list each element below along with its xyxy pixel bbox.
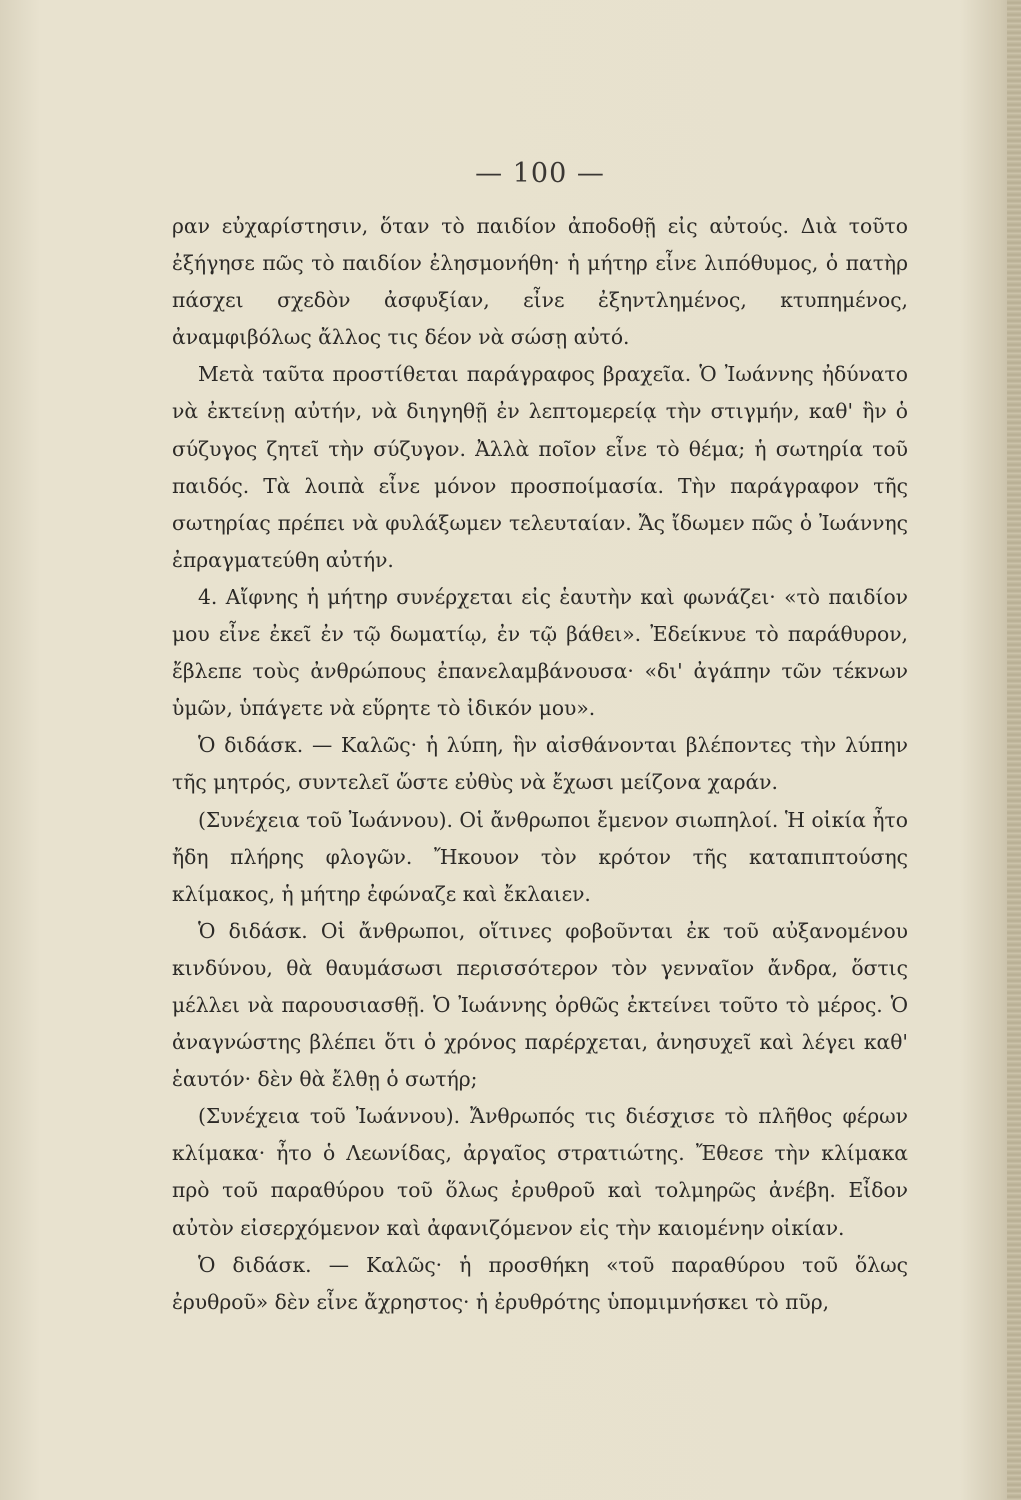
body-text xyxy=(172,208,908,1321)
paragraph-6: Ὁ διδάσκ. Οἱ ἄνθρωποι, οἵτινες φοβοῦνται ἐκ τοῦ αὐξανομένου κινδύνου, θὰ θαυμάσωσι περισσότερον τὸν γενναῖον ἄνδρα, ὅστις μέλλει νὰ παρουσιασθῇ. Ὁ Ἰωάννης ὀρθῶς ἐκτείνει τοῦτο τὸ μέρος. Ὁ ἀναγνώστης βλέπει ὅτι ὁ χρόνος παρέρχεται, ἀνησυχεῖ καὶ λέγει καθ' ἑαυτόν· δὲν θὰ ἔλθῃ ὁ σωτήρ; xyxy=(172,918,908,1092)
paragraph-4: Ὁ διδάσκ. — Καλῶς· ἡ λύπη, ἣν αἰσθάνονται βλέποντες τὴν λύπην τῆς μητρός, συντελεῖ ὥστε εὐθὺς νὰ ἔχωσι μείζονα χαράν. xyxy=(172,733,908,795)
paragraph-8: Ὁ διδάσκ. — Καλῶς· ἡ προσθήκη «τοῦ παραθύρου τοῦ ὅλως ἐρυθροῦ» δὲν εἶνε ἄχρηστος· ἡ ἐρυθρότης ὑπομιμνήσκει τὸ πῦρ, xyxy=(172,1252,908,1314)
paragraph-3: 4. Αἴφνης ἡ μήτηρ συνέρχεται εἰς ἑαυτὴν καὶ φωνάζει· «τὸ παιδίον μου εἶνε ἐκεῖ ἐν τῷ δωματίῳ, ἐν τῷ βάθει». Ἐδείκνυε τὸ παράθυρον, ἔβλεπε τοὺς ἀνθρώπους ἐπανελαμβάνουσα· «δι' ἀγάπην τῶν τέκνων ὑμῶν, ὑπάγετε νὰ εὕρητε τὸ ἰδικόν μου». xyxy=(172,584,908,721)
paragraph-1: ραν εὐχαρίστησιν, ὅταν τὸ παιδίον ἀποδοθῇ εἰς αὐτούς. Διὰ τοῦτο ἐξήγησε πῶς τὸ παιδίον ἐλησμονήθη· ἡ μήτηρ εἶνε λιπόθυμος, ὁ πατὴρ πάσχει σχεδὸν ἀσφυξίαν, εἶνε ἐξηντλημένος, κτυπημένος, ἀναμφιβόλως ἄλλος τις δέον νὰ σώσῃ αὐτό. xyxy=(172,214,908,350)
paragraph-5: (Συνέχεια τοῦ Ἰωάννου). Οἱ ἄνθρωποι ἔμενον σιωπηλοί. Ἡ οἰκία ἦτο ἤδη πλήρης φλογῶν. Ἤκουον τὸν κρότον τῆς καταπιπτούσης κλίμακος, ἡ μήτηρ ἐφώναζε καὶ ἔκλαιεν. xyxy=(172,807,908,906)
page-number: — 100 — xyxy=(475,158,605,189)
page-edge xyxy=(1007,0,1021,1500)
paragraph-7: (Συνέχεια τοῦ Ἰωάννου). Ἄνθρωπός τις διέσχισε τὸ πλῆθος φέρων κλίμακα· ἦτο ὁ Λεωνίδας, ἀργαῖος στρατιώτης. Ἔθεσε τὴν κλίμακα πρὸ τοῦ παραθύρου τοῦ ὅλως ἐρυθροῦ καὶ τολμηρῶς ἀνέβη. Εἶδον αὐτὸν εἰσερχόμενον καὶ ἀφανιζόμενον εἰς τὴν καιομένην οἰκίαν. xyxy=(172,1104,908,1240)
paragraph-2: Μετὰ ταῦτα προστίθεται παράγραφος βραχεῖα. Ὁ Ἰωάννης ἠδύνατο νὰ ἐκτείνῃ αὐτήν, νὰ διηγηθῇ ἐν λεπτομερείᾳ τὴν στιγμήν, καθ' ἣν ὁ σύζυγος ζητεῖ τὴν σύζυγον. Ἀλλὰ ποῖον εἶνε τὸ θέμα; ἡ σωτηρία τοῦ παιδός. Τὰ λοιπὰ εἶνε μόνον προσποίμασία. Τὴν παράγραφον τῆς σωτηρίας πρέπει νὰ φυλάξωμεν τελευταίαν. Ἄς ἴδωμεν πῶς ὁ Ἰωάννης ἐπραγματεύθη αὐτήν. xyxy=(172,362,908,572)
